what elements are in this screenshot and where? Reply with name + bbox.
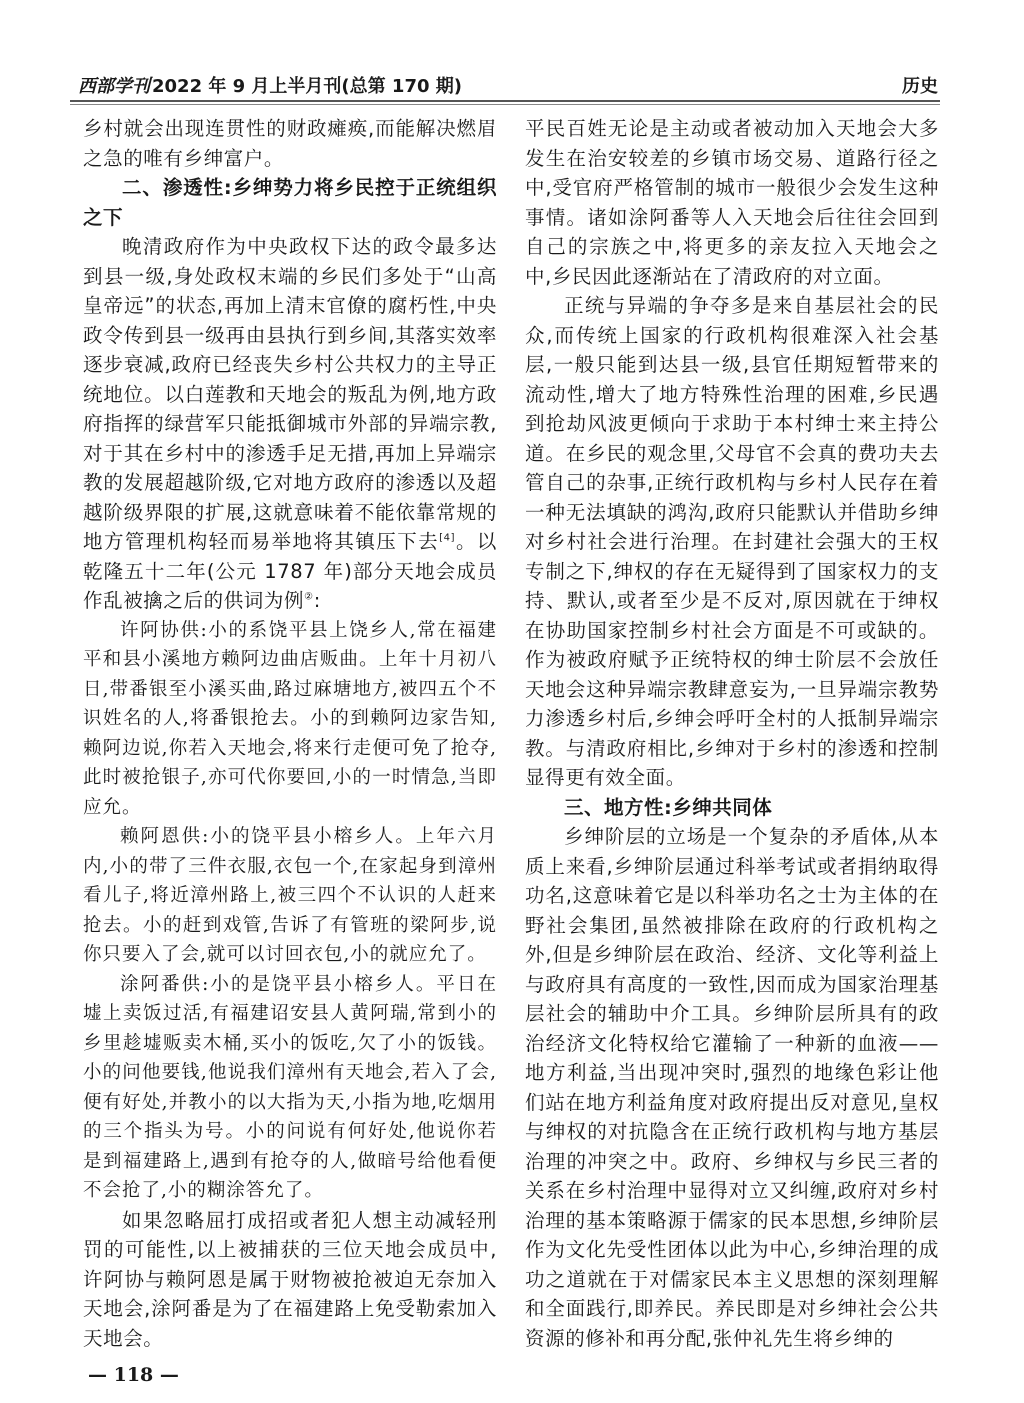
paragraph-text: 晚清政府作为中央政权下达的政令最多达到县一级,身处政权末端的乡民们多处于“山高皇帝远”的状态,再加上清末官僚的腐朽性,中央政令传到县一级再由县执行到乡间,其落实效率逐步衰减,政府已经丧失乡村公共权力的主导正统地位。以白莲教和天地会的叛乱为例,地方政府指挥的绿营军只能抵御城市外部的异端宗教,对于其在乡村中的渗透手足无措,再加上异端宗教的发展超越阶级,它对地方政府的渗透以及超越阶级界限的扩展,这就意味着不能依靠常规的地方管理机构轻而易举地将其镇压下去 bbox=[83, 235, 497, 553]
paragraph bbox=[83, 232, 497, 616]
section-heading: 二、渗透性:乡绅势力将乡民控于正统组织之下 bbox=[83, 176, 497, 229]
running-header bbox=[78, 68, 938, 102]
paragraph: 乡绅阶层的立场是一个复杂的矛盾体,从本质上来看,乡绅阶层通过科举考试或者捐纳取得功名,这意味着它是以科举功名之士为主体的在野社会集团,虽然被排除在政府的行政机构之外,但是乡绅阶层在政治、经济、文化等利益上与政府具有高度的一致性,因而成为国家治理基层社会的辅助中介工具。乡绅阶层所具有的政治经济文化特权给它灌输了一种新的血液——地方利益,当出现冲突时,强烈的地缘色彩让他们站在地方利益角度对政府提出反对意见,皇权与绅权的对抗隐含在正统行政机构与地方基层治理的冲突之中。政府、乡绅权与乡民三者的关系在乡村治理中显得对立又纠缠,政府对乡村治理的基本策略源于儒家的民本思想,乡绅阶层作为文化先受性团体以此为中心,乡绅治理的成功之道就在于对儒家民本主义思想的深刻理解和全面践行,即养民。养民即是对乡绅社会公共资源的修补和再分配,张仲礼先生将乡绅的 bbox=[525, 825, 939, 1350]
right-column bbox=[525, 114, 939, 1353]
quote-block: 许阿协供:小的系饶平县上饶乡人,常在福建平和县小溪地方赖阿边曲店贩曲。上年十月初八日,带番银至小溪买曲,路过麻塘地方,被四五个不识姓名的人,将番银抢去。小的到赖阿边家告知,赖阿边说,你若入天地会,将来行走便可免了抢夺,此时被抢银子,亦可代你要回,小的一时情急,当即应允。 bbox=[83, 619, 497, 818]
section-heading: 三、地方性:乡绅共同体 bbox=[564, 795, 773, 819]
page-number: — 118 — bbox=[88, 1364, 179, 1386]
issue-info: 2022 年 9 月上半月刊(总第 170 期) bbox=[152, 76, 462, 97]
header-rule-thin bbox=[70, 104, 940, 105]
paragraph: 如果忽略屈打成招或者犯人想主动减轻刑罚的可能性,以上被捕获的三位天地会成员中,许阿协与赖阿恩是属于财物被抢被迫无奈加入天地会,涂阿番是为了在福建路上免受勒索加入天地会。 bbox=[83, 1208, 497, 1350]
header-rule bbox=[70, 100, 940, 102]
citation-ref: [4] bbox=[439, 532, 456, 544]
paragraph: 正统与异端的争夺多是来自基层社会的民众,而传统上国家的行政机构很难深入社会基层,一般只能到达县一级,县官任期短暂带来的流动性,增大了地方特殊性治理的困难,乡民遇到抢劫风波更倾向于求助于本村绅士来主持公道。在乡民的观念里,父母官不会真的费功夫去管自己的杂事,正统行政机构与乡村人民存在着一种无法填缺的鸿沟,政府只能默认并借助乡绅对乡村社会进行治理。在封建社会强大的王权专制之下,绅权的存在无疑得到了国家权力的支持、默认,或者至少是不反对,原因就在于绅权在协助国家控制乡村社会方面是不可或缺的。作为被政府赋予正统特权的绅士阶层不会放任天地会这种异端宗教肆意妄为,一旦异端宗教势力渗透乡村后,乡绅会呼吁全村的人抵制异端宗教。与清政府相比,乡绅对于乡村的渗透和控制显得更有效全面。 bbox=[525, 294, 939, 789]
paragraph-text: 。以乾隆五十二年(公元 1787 年)部分天地会成员作乱被擒之后的供词为例 bbox=[83, 530, 498, 612]
quote-block: 涂阿番供:小的是饶平县小榕乡人。平日在墟上卖饭过活,有福建诏安县人黄阿瑞,常到小的乡里趁墟贩卖木桶,买小的饭吃,欠了小的饭钱。小的问他要钱,他说我们漳州有天地会,若入了会,便有好处,并教小的以大指为天,小指为地,吃烟用的三个指头为号。小的问说有何好处,他说你若是到福建路上,遇到有抢夺的人,做暗号给他看便不会抢了,小的糊涂答允了。 bbox=[83, 973, 497, 1201]
paragraph: 平民百姓无论是主动或者被动加入天地会大多发生在治安较差的乡镇市场交易、道路行径之中,受官府严格管制的城市一般很少会发生这种事情。诸如涂阿番等人入天地会后往往会回到自己的宗族之中,将更多的亲友拉入天地会之中,乡民因此逐渐站在了清政府的对立面。 bbox=[525, 117, 939, 288]
paragraph-text: : bbox=[313, 589, 321, 612]
quote-block: 赖阿恩供:小的饶平县小榕乡人。上年六月内,小的带了三件衣服,衣包一个,在家起身到漳州看儿子,将近漳州路上,被三四个不认识的人赶来抢去。小的赶到戏管,告诉了有管班的梁阿步,说你只要入了会,就可以讨回衣包,小的就应允了。 bbox=[83, 826, 497, 965]
footnote-ref: ② bbox=[304, 591, 314, 603]
left-column bbox=[83, 114, 497, 1353]
paragraph: 乡村就会出现连贯性的财政瘫痪,而能解决燃眉之急的唯有乡绅富户。 bbox=[83, 117, 497, 170]
journal-logo: 西部学刊 bbox=[78, 76, 150, 97]
journal-issue bbox=[78, 72, 462, 98]
section-label: 历史 bbox=[902, 76, 938, 97]
